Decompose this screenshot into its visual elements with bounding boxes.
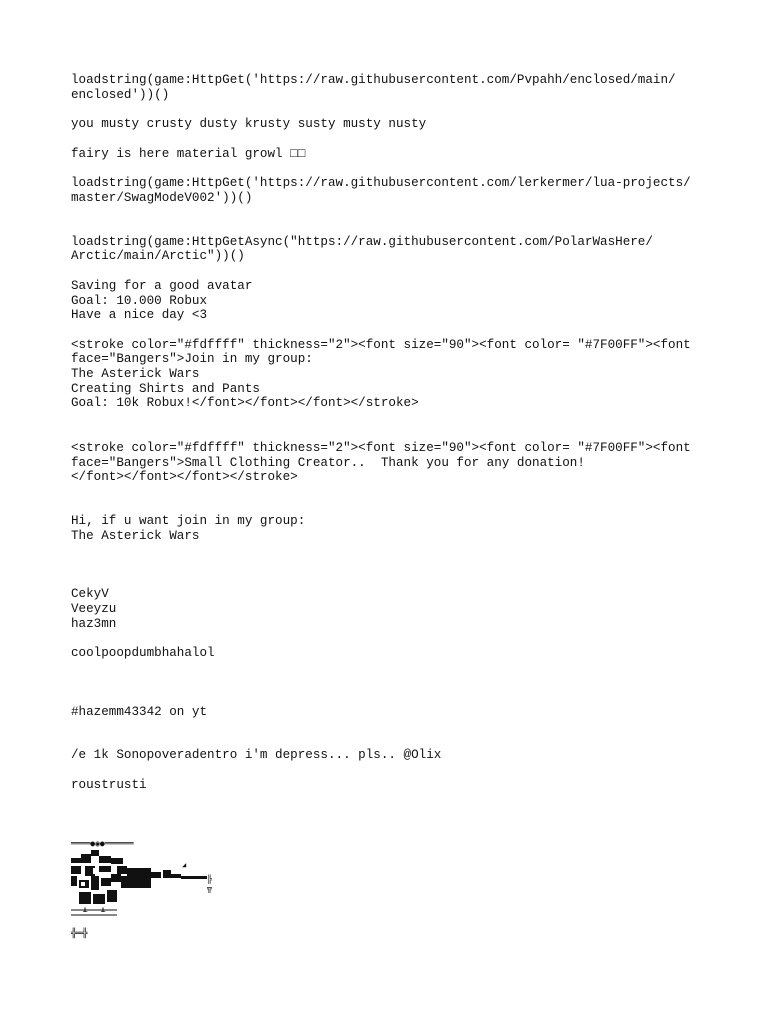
text-line: roustrusti <box>71 778 147 792</box>
text-line: Veeyzu <box>71 602 117 616</box>
text-line: loadstring(game:HttpGetAsync("https://raw.githubusercontent.com/PolarWasHere/ <box>71 235 653 249</box>
text-line: Creating Shirts and Pants <box>71 382 260 396</box>
text-line: face="Bangers">Small Clothing Creator.. Thank you for any donation! <box>71 456 585 470</box>
text-line: CekyV <box>71 587 109 601</box>
svg-text:╠: ╠ <box>207 875 212 884</box>
text-line: haz3mn <box>71 617 117 631</box>
text-line: <stroke color="#fdffff" thickness="2"><font size="90"><font color= "#7F00FF"><font <box>71 441 691 455</box>
text-line: fairy is here material growl □□ <box>71 147 306 161</box>
text-line: face="Bangers">Join in my group: <box>71 352 313 366</box>
text-line: Have a nice day <3 <box>71 308 208 322</box>
text-line: The Asterick Wars <box>71 367 200 381</box>
text-line: loadstring(game:HttpGet('https://raw.githubusercontent.com/lerkermer/lua-projects/ <box>71 176 691 190</box>
text-line: Goal: 10k Robux!</font></font></font></stroke> <box>71 396 419 410</box>
svg-text:╨: ╨ <box>83 908 88 916</box>
text-line: <stroke color="#fdffff" thickness="2"><font size="90"><font color= "#7F00FF"><font <box>71 338 691 352</box>
text-line: loadstring(game:HttpGet('https://raw.githubusercontent.com/Pvpahh/enclosed/main/ <box>71 73 676 87</box>
text-line: #hazemm43342 on yt <box>71 705 208 719</box>
svg-text:╦: ╦ <box>207 884 212 893</box>
art-bottom-glyphs: ╬═╬ <box>71 929 88 939</box>
text-line: Goal: 10.000 Robux <box>71 294 208 308</box>
text-line: you musty crusty dusty krusty susty musty nusty <box>71 117 427 131</box>
text-line: master/SwagModeV002'))() <box>71 191 253 205</box>
art-top-rule: ════●◉●══════ <box>71 839 134 848</box>
text-line: The Asterick Wars <box>71 529 200 543</box>
text-line: Saving for a good avatar <box>71 279 253 293</box>
text-line: coolpoopdumbhahalol <box>71 646 215 660</box>
text-line: /e 1k Sonopoveradentro i'm depress... pls.. @Olix <box>71 748 442 762</box>
text-line: Arctic/main/Arctic"))() <box>71 249 245 263</box>
text-line: Hi, if u want join in my group: <box>71 514 306 528</box>
gun-ascii-art-icon <box>71 836 221 946</box>
svg-text:╨: ╨ <box>101 908 106 916</box>
text-line: </font></font></font></stroke> <box>71 470 298 484</box>
text-line: enclosed'))() <box>71 88 170 102</box>
svg-text:◢: ◢ <box>182 861 187 869</box>
